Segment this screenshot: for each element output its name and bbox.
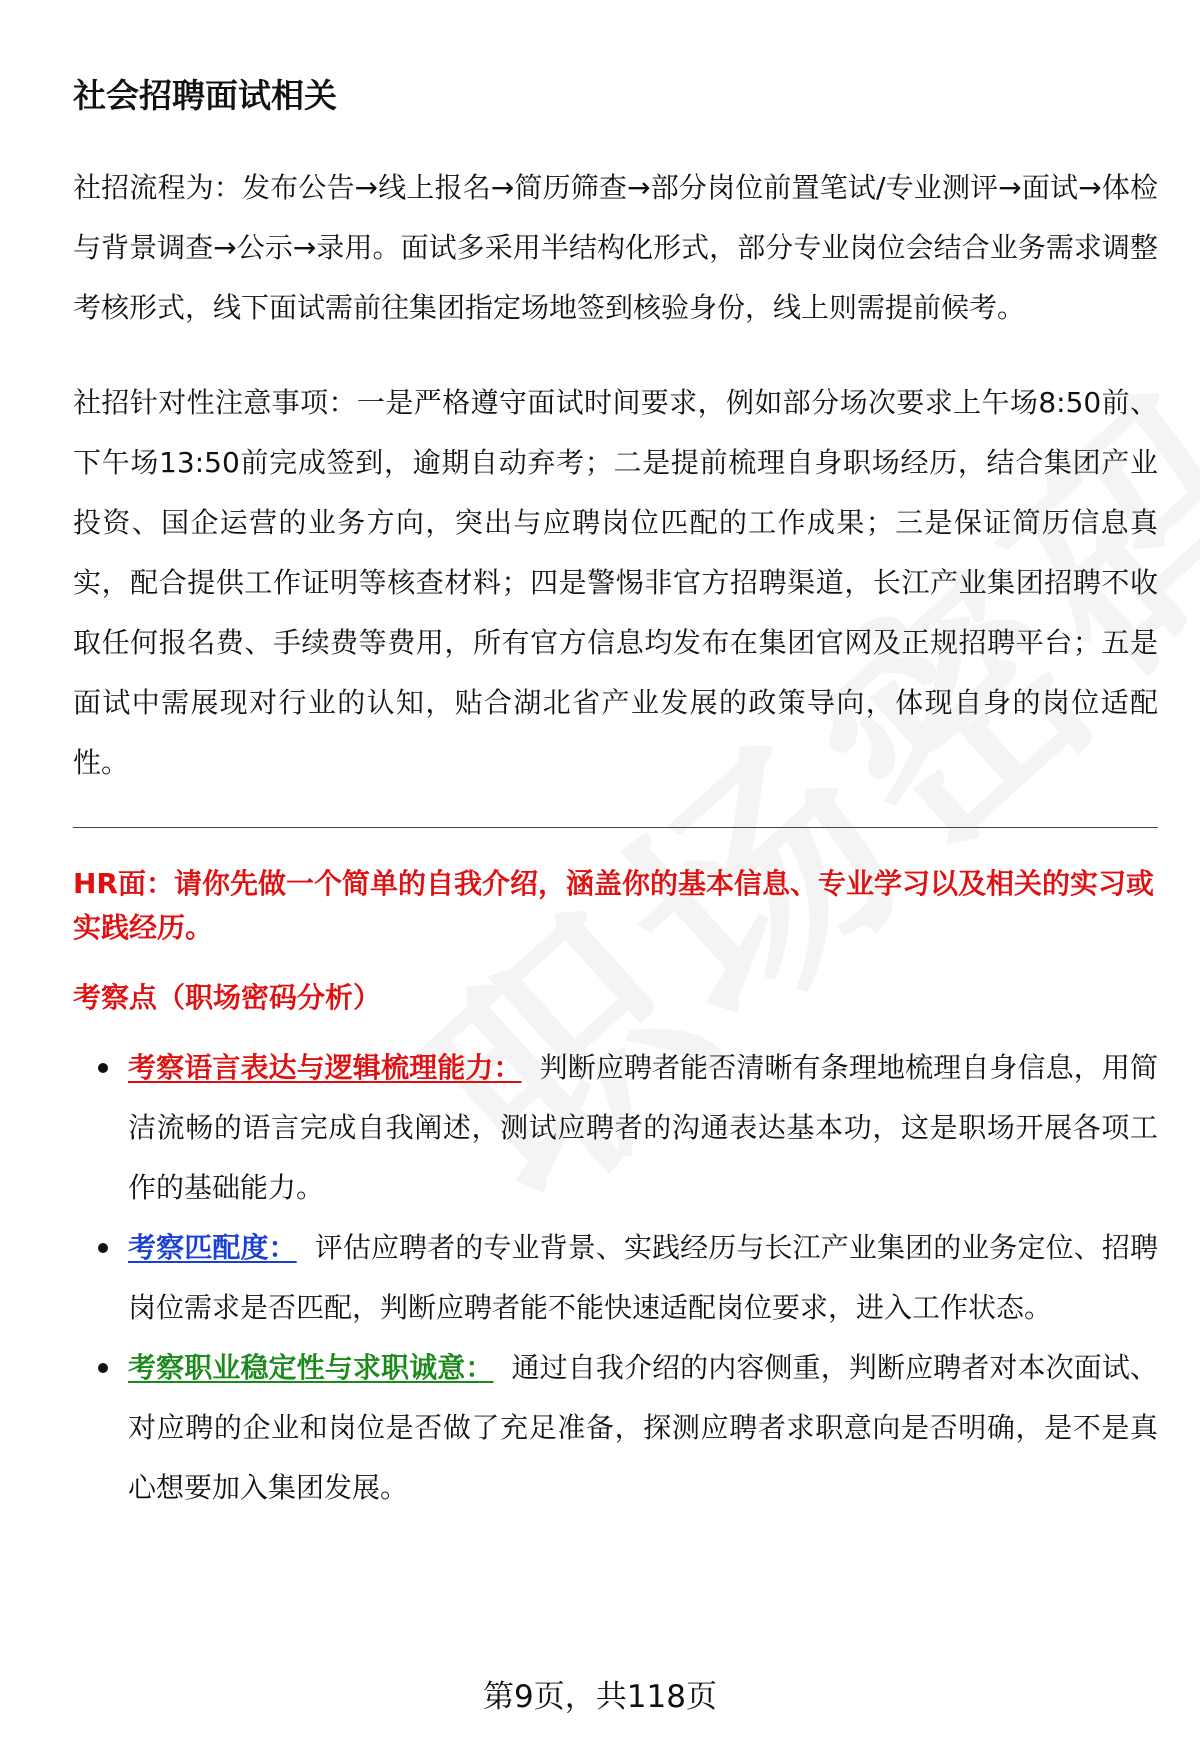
divider	[73, 827, 1158, 828]
bullet-icon	[98, 1063, 108, 1073]
process-paragraph: 社招流程为：发布公告→线上报名→简历筛查→部分岗位前置笔试/专业测评→面试→体检与背景调查→公示→录用。面试多采用半结构化形式，部分专业岗位会结合业务需求调整考核形式，线下面试需前往集团指定场地签到核验身份，线上则需提前候考。	[73, 171, 1158, 324]
analysis-points	[73, 1038, 1158, 1518]
list-item	[73, 1218, 1158, 1338]
bullet-icon	[98, 1363, 108, 1373]
list-item	[73, 1338, 1158, 1518]
notes-paragraph: 社招针对性注意事项：一是严格遵守面试时间要求，例如部分场次要求上午场8:50前、下午场13:50前完成签到，逾期自动弃考；二是提前梳理自身职场经历，结合集团产业投资、国企运营的业务方向，突出与应聘岗位匹配的工作成果；三是保证简历信息真实，配合提供工作证明等核查材料；四是警惕非官方招聘渠道，长江产业集团招聘不收取任何报名费、手续费等费用，所有官方信息均发布在集团官网及正规招聘平台；五是面试中需展现对行业的认知，贴合湖北省产业发展的政策导向，体现自身的岗位适配性。	[73, 386, 1158, 779]
point-title: 考察职业稳定性与求职诚意：	[128, 1351, 494, 1384]
page-number: 第9页，共118页	[483, 1679, 717, 1715]
point-title: 考察语言表达与逻辑梳理能力：	[128, 1051, 522, 1084]
point-text: 判断应聘者能否清晰有条理地梳理自身信息，用简洁流畅的语言完成自我阐述，测试应聘者的沟通表达基本功，这是职场开展各项工作的基础能力。	[128, 1051, 1158, 1204]
interview-question: HR面：请你先做一个简单的自我介绍，涵盖你的基本信息、专业学习以及相关的实习或实践经历。	[73, 867, 1154, 944]
document-page	[73, 70, 1158, 1518]
list-item	[73, 1038, 1158, 1218]
point-text: 通过自我介绍的内容侧重，判断应聘者对本次面试、对应聘的企业和岗位是否做了充足准备，探测应聘者求职意向是否明确，是不是真心想要加入集团发展。	[128, 1351, 1158, 1504]
point-spacer	[522, 1051, 540, 1084]
point-text: 评估应聘者的专业背景、实践经历与长江产业集团的业务定位、招聘岗位需求是否匹配，判断应聘者能不能快速适配岗位要求，进入工作状态。	[128, 1231, 1158, 1324]
point-spacer	[297, 1231, 315, 1264]
point-title: 考察匹配度：	[128, 1231, 297, 1264]
analysis-heading: 考察点（职场密码分析）	[73, 981, 382, 1014]
point-spacer	[493, 1351, 511, 1384]
section-heading: 社会招聘面试相关	[73, 76, 337, 115]
bullet-icon	[98, 1243, 108, 1253]
